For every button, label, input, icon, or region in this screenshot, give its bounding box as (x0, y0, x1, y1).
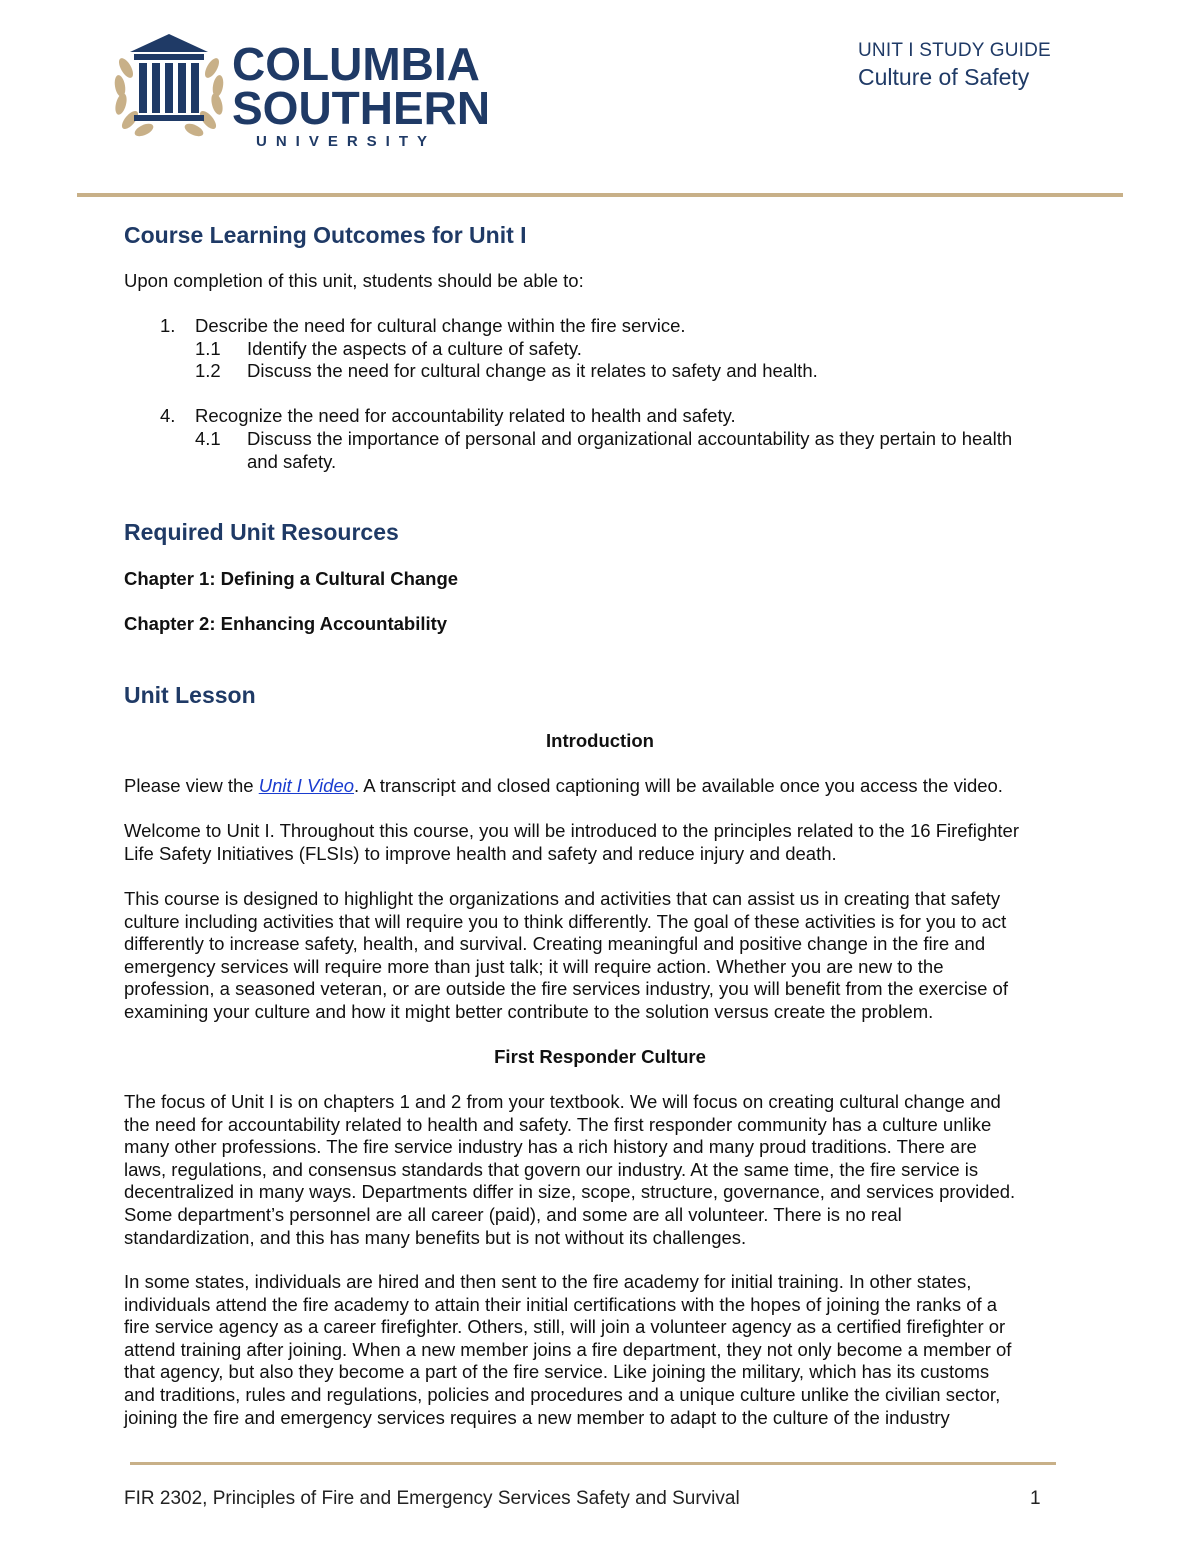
study-guide-label: UNIT I STUDY GUIDE (858, 40, 1051, 61)
paragraph-line: Some department’s personnel are all career (paid), and some are all volunteer. There is no real (124, 1203, 902, 1225)
chapter-1-label: Chapter 1: Defining a Cultural Change (124, 568, 459, 589)
header-divider (77, 193, 1123, 197)
outcome-1-text: Describe the need for cultural change within the fire service. (195, 315, 686, 336)
paragraph-welcome (124, 820, 1019, 865)
paragraph-line: Life Safety Initiatives (FLSIs) to improve health and safety and reduce injury and death. (124, 842, 837, 864)
paragraph-line: culture including activities that will require you to think differently. The goal of these activities is for you to act (124, 910, 1007, 932)
paragraph-line: emergency services will require more than just talk; it will require action. Whether you are new to the (124, 955, 944, 977)
paragraph-unit-focus (124, 1091, 1015, 1249)
unit-title: Culture of Safety (858, 64, 1030, 90)
paragraph-line: Welcome to Unit I. Throughout this course, you will be introduced to the principles related to the 16 Firefighter (124, 820, 1019, 841)
outcome-1-number: 1. (160, 315, 176, 336)
paragraph-line: and traditions, rules and regulations, policies and procedures and a unique culture unlike the civilian sector, (124, 1383, 1001, 1405)
paragraph-line: examining your culture and how it might better contribute to the solution versus create the problem. (124, 1000, 934, 1022)
video-paragraph (124, 775, 1003, 798)
unit-video-link[interactable]: Unit I Video (258, 775, 355, 796)
paragraph-line: In some states, individuals are hired and then sent to the fire academy for initial training. In other states, (124, 1271, 972, 1292)
introduction-title: Introduction (546, 730, 654, 751)
columbia-southern-logo (112, 30, 492, 150)
resources-heading: Required Unit Resources (124, 519, 399, 545)
paragraph-line: that agency, but also they become a part of the fire service. Like joining the military, which has its customs (124, 1361, 990, 1383)
paragraph-line: the need for accountability related to health and safety. The first responder community has a culture unlike (124, 1113, 992, 1135)
paragraph-line: The focus of Unit I is on chapters 1 and 2 from your textbook. We will focus on creating cultural change and (124, 1091, 1001, 1112)
paragraph-line: profession, a seasoned veteran, or are outside the fire services industry, you will benefit from the exercise of (124, 978, 1008, 1000)
paragraph-line: many other professions. The fire service industry has a rich history and many proud traditions. There are (124, 1136, 977, 1158)
paragraph-line: joining the fire and emergency services requires a new member to adapt to the culture of the industry (124, 1406, 950, 1428)
outcome-1-2-text: Discuss the need for cultural change as it relates to safety and health. (247, 360, 818, 381)
paragraph-line: attend training after joining. When a new member joins a fire department, they not only become a member of (124, 1338, 1012, 1360)
paragraph-line: laws, regulations, and consensus standards that govern our industry. At the same time, the fire service is (124, 1158, 979, 1180)
outcomes-intro: Upon completion of this unit, students should be able to: (124, 270, 584, 291)
paragraph-line: individuals attend the fire academy to attain their initial certifications with the hopes of joining the ranks of a (124, 1293, 998, 1315)
footer-course-name: FIR 2302, Principles of Fire and Emergency Services Safety and Survival (124, 1488, 740, 1509)
outcome-4-1-text-cont: and safety. (247, 451, 337, 472)
lesson-heading: Unit Lesson (124, 682, 256, 708)
paragraph-training-paths (124, 1271, 1011, 1429)
paragraph-line: This course is designed to highlight the organizations and activities that can assist us in creating that safety (124, 888, 1001, 909)
footer-divider (130, 1462, 1056, 1465)
outcome-1-1-number: 1.1 (195, 338, 221, 359)
paragraph-line: differently to increase safety, health, and survival. Creating meaningful and positive change in the fire and (124, 933, 986, 955)
outcome-4-1-text: Discuss the importance of personal and organizational accountability as they pertain to health (247, 428, 1013, 449)
logo-line-1: COLUMBIA (232, 38, 480, 90)
outcome-4-number: 4. (160, 405, 176, 426)
paragraph-course-design (124, 888, 1008, 1024)
video-text-post: . A transcript and closed captioning will be available once you access the video. (354, 775, 1003, 796)
first-responder-culture-title: First Responder Culture (494, 1046, 706, 1067)
paragraph-line: standardization, and this has many benefits but is not without its challenges. (124, 1226, 747, 1248)
outcome-1-2-number: 1.2 (195, 360, 221, 381)
outcome-4-1-number: 4.1 (195, 428, 221, 449)
paragraph-line: decentralized in many ways. Departments differ in size, scope, structure, governance, and services provided. (124, 1181, 1016, 1203)
outcomes-heading: Course Learning Outcomes for Unit I (124, 222, 527, 248)
university-logo (112, 30, 492, 150)
paragraph-line: fire service agency as a career firefighter. Others, still, will join a volunteer agency as a certified firefighter or (124, 1316, 1006, 1338)
video-text-pre: Please view the (124, 775, 259, 796)
logo-line-3: UNIVERSITY (256, 133, 437, 150)
page-number: 1 (1030, 1488, 1041, 1509)
chapter-2-label: Chapter 2: Enhancing Accountability (124, 613, 448, 634)
outcome-4-text: Recognize the need for accountability related to health and safety. (195, 405, 736, 426)
logo-line-2: SOUTHERN (232, 82, 491, 134)
outcome-1-1-text: Identify the aspects of a culture of safety. (247, 338, 582, 359)
